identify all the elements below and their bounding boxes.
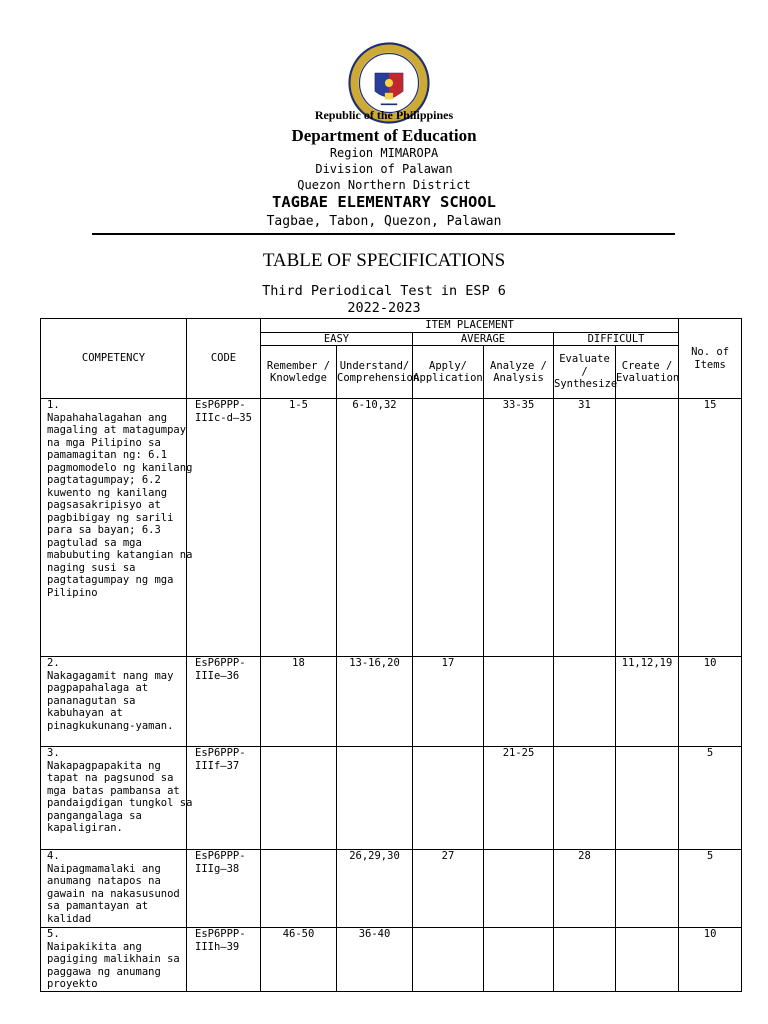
evaluate-cell: 28 xyxy=(554,850,616,928)
understand-cell: 13-16,20 xyxy=(337,657,413,747)
evaluate-cell xyxy=(554,747,616,850)
create-cell xyxy=(616,399,679,657)
analyze-cell: 33-35 xyxy=(484,399,554,657)
apply-cell xyxy=(413,747,484,850)
create-cell xyxy=(616,747,679,850)
header-easy: EASY xyxy=(261,332,413,346)
items-cell: 10 xyxy=(679,928,742,992)
understand-cell: 6-10,32 xyxy=(337,399,413,657)
competency-cell xyxy=(41,928,187,992)
header-average: AVERAGE xyxy=(413,332,554,346)
header-create: Create / Evaluation xyxy=(616,346,679,399)
row-number: 5. xyxy=(47,928,60,940)
items-cell: 15 xyxy=(679,399,742,657)
remember-cell xyxy=(261,850,337,928)
row-number: 4. xyxy=(47,850,60,862)
analyze-cell: 21-25 xyxy=(484,747,554,850)
apply-cell: 17 xyxy=(413,657,484,747)
apply-cell: 27 xyxy=(413,850,484,928)
code-cell: EsP6PPP-IIIg–38 xyxy=(187,850,261,928)
header-analyze: Analyze / Analysis xyxy=(484,346,554,399)
header-apply: Apply/ Application xyxy=(413,346,484,399)
table-row xyxy=(41,657,742,747)
row-number: 2. xyxy=(47,657,60,669)
items-cell: 5 xyxy=(679,747,742,850)
document-title: TABLE OF SPECIFICATIONS xyxy=(262,250,506,271)
remember-cell: 1-5 xyxy=(261,399,337,657)
school-address: Tagbae, Tabon, Quezon, Palawan xyxy=(266,214,502,229)
competency-text: Naipagmamalaki ang anumang natapos na gawain na nakasusunod sa pamantayan at kalidad xyxy=(47,862,180,925)
code-cell: EsP6PPP-IIIc-d–35 xyxy=(187,399,261,657)
division-line: Division of Palawan xyxy=(315,162,453,176)
department-name: Department of Education xyxy=(291,126,477,145)
apply-cell xyxy=(413,399,484,657)
competency-text: Nakapagpapakita ng tapat na pagsunod sa mga batas pambansa at pandaigdigan tungkol sa pangangalaga sa kapaligiran. xyxy=(47,759,193,834)
header-code: CODE xyxy=(187,319,261,399)
competency-text: Napahahalagahan ang magaling at matagumpay na mga Pilipino sa pamamagitan ng: 6.1 pagmomodelo ng kanilang pagtatagumpay; 6.2 kuwento ng kanilang pagsasakripisyo at pagbibigay ng sarili para sa bayan; 6.3 pagtulad sa mga mabubuting katangian na naging susi sa pagtatagumpay ng mga Pilipino xyxy=(47,411,193,599)
create-cell xyxy=(616,850,679,928)
competency-cell xyxy=(41,850,187,928)
table-row xyxy=(41,747,742,850)
remember-cell: 18 xyxy=(261,657,337,747)
create-cell: 11,12,19 xyxy=(616,657,679,747)
evaluate-cell xyxy=(554,657,616,747)
row-number: 3. xyxy=(47,747,60,759)
header-understand: Understand/ Comprehension xyxy=(337,346,413,399)
apply-cell xyxy=(413,928,484,992)
table-row xyxy=(41,928,742,992)
header-remember: Remember / Knowledge xyxy=(261,346,337,399)
analyze-cell xyxy=(484,657,554,747)
evaluate-cell xyxy=(554,928,616,992)
code-cell: EsP6PPP-IIIh–39 xyxy=(187,928,261,992)
competency-cell xyxy=(41,399,193,657)
district-line: Quezon Northern District xyxy=(297,178,471,192)
table-row xyxy=(41,850,742,928)
understand-cell: 36-40 xyxy=(337,928,413,992)
competency-text: Naipakikita ang pagiging malikhain sa paggawa ng anumang proyekto xyxy=(47,940,180,990)
remember-cell xyxy=(261,747,337,850)
items-cell: 5 xyxy=(679,850,742,928)
code-cell: EsP6PPP-IIIe–36 xyxy=(187,657,261,747)
evaluate-cell: 31 xyxy=(554,399,616,657)
school-year: 2022-2023 xyxy=(347,300,421,316)
analyze-cell xyxy=(484,928,554,992)
understand-cell xyxy=(337,747,413,850)
region-line: Region MIMAROPA xyxy=(329,146,439,160)
table-row xyxy=(41,399,742,657)
create-cell xyxy=(616,928,679,992)
header-difficult: DIFFICULT xyxy=(554,332,679,346)
code-cell: EsP6PPP-IIIf–37 xyxy=(187,747,261,850)
document-subtitle: Third Periodical Test in ESP 6 xyxy=(262,283,506,299)
competency-text: Nakagagamit nang may pagpapahalaga at pananagutan sa kabuhayan at pinagkukunang-yaman. xyxy=(47,669,174,732)
competency-cell xyxy=(41,747,193,850)
header-competency: COMPETENCY xyxy=(41,319,187,399)
competency-cell xyxy=(41,657,187,747)
header-evaluate: Evaluate / Synthesize xyxy=(554,346,616,399)
header-no-of-items: No. of Items xyxy=(679,319,742,399)
republic-line: Republic of the Philippines xyxy=(314,108,454,122)
school-name: TAGBAE ELEMENTARY SCHOOL xyxy=(272,193,496,211)
analyze-cell xyxy=(484,850,554,928)
items-cell: 10 xyxy=(679,657,742,747)
row-number: 1. xyxy=(47,399,60,411)
understand-cell: 26,29,30 xyxy=(337,850,413,928)
header-item-placement: ITEM PLACEMENT xyxy=(261,319,679,333)
remember-cell: 46-50 xyxy=(261,928,337,992)
header-divider xyxy=(92,233,675,235)
specifications-table xyxy=(40,318,742,992)
